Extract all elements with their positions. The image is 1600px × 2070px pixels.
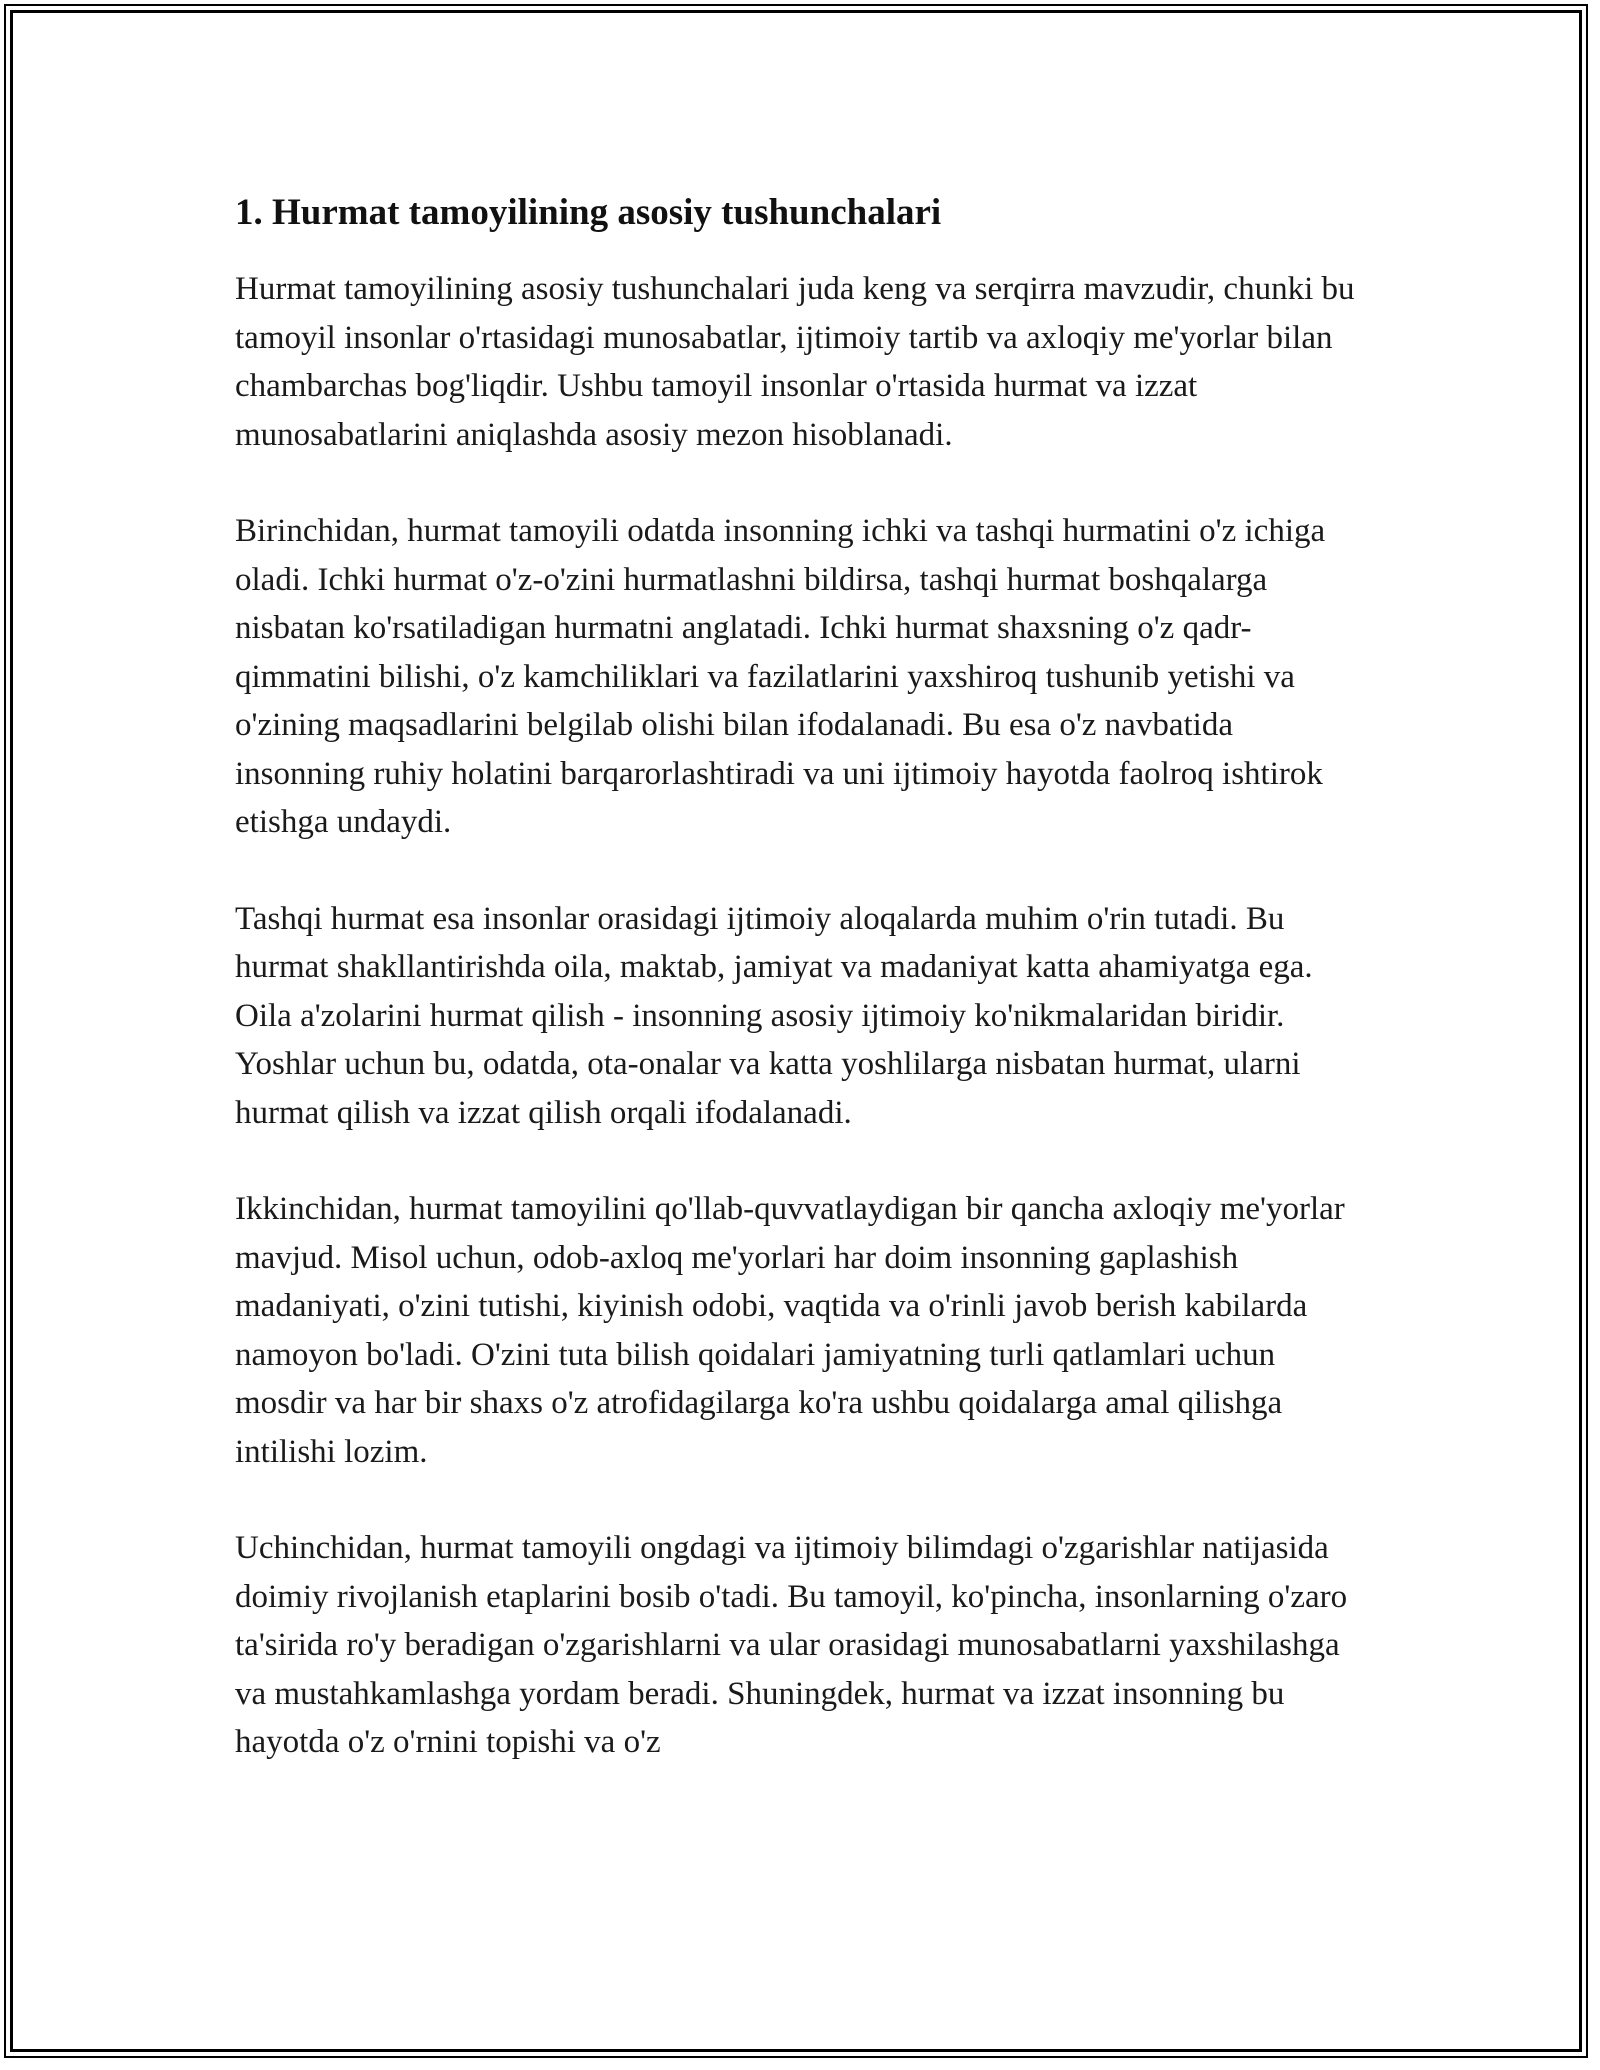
paragraph-intro: Hurmat tamoyilining asosiy tushunchalari juda keng va serqirra mavzudir, chunki bu tamoyil insonlar o'rtasidagi munosabatlar, ijtimoiy tartib va axloqiy me'yorlar bilan chambarchas bog'liqdir. Ushbu tamoyil insonlar o'rtasida hurmat va izzat munosabatlarini aniqlashda asosiy mezon hisoblanadi. bbox=[235, 271, 1355, 453]
paragraph-external-respect: Tashqi hurmat esa insonlar orasidagi ijtimoiy aloqalarda muhim o'rin tutadi. Bu hurmat shakllantirishda oila, maktab, jamiyat va madaniyat katta ahamiyatga ega. Oila a'zolarini hurmat qilish - insonning asosiy ijtimoiy ko'nikmalaridan biridir. Yoshlar uchun bu, odatda, ota-onalar va katta yoshlilarga nisbatan hurmat, ularni hurmat qilish va izzat qilish orqali ifodalanadi. bbox=[235, 900, 1313, 1131]
paragraph-third-point: Uchinchidan, hurmat tamoyili ongdagi va ijtimoiy bilimdagi o'zgarishlar natijasida doimiy rivojlanish etaplarini bosib o'tadi. Bu tamoyil, ko'pincha, insonlarning o'zaro ta'sirida ro'y beradigan o'zgarishlarni va ular orasidagi munosabatlarni yaxshilashga va mustahkamlashga yordam beradi. Shuningdek, hurmat va izzat insonning bu hayotda o'z o'rnini topishi va o'z bbox=[235, 1530, 1348, 1760]
paragraph-second-point: Ikkinchidan, hurmat tamoyilini qo'llab-quvvatlaydigan bir qancha axloqiy me'yorlar mavjud. Misol uchun, odob-axloq me'yorlari har doim insonning gaplashish madaniyati, o'zini tutishi, kiyinish odobi, vaqtida va o'rinli javob berish kabilarda namoyon bo'ladi. O'zini tuta bilish qoidalari jamiyatning turli qatlamlari uchun mosdir va har bir shaxs o'z atrofidagilarga ko'ra ushbu qoidalarga amal qilishga intilishi lozim. bbox=[235, 1191, 1345, 1470]
paragraph-first-point: Birinchidan, hurmat tamoyili odatda insonning ichki va tashqi hurmatini o'z ichiga oladi. Ichki hurmat o'z-o'zini hurmatlashni bildirsa, tashqi hurmat boshqalarga nisbatan ko'rsatiladigan hurmatni anglatadi. Ichki hurmat shaxsning o'z qadr-qimmatini bilishi, o'z kamchiliklari va fazilatlarini yaxshiroq tushunib yetishi va o'zining maqsadlarini belgilab olishi bilan ifodalanadi. Bu esa o'z navbatida insonning ruhiy holatini barqarorlashtiradi va uni ijtimoiy hayotda faolroq ishtirok etishga undaydi. bbox=[235, 513, 1326, 840]
section-heading: 1. Hurmat tamoyilining asosiy tushunchalari bbox=[235, 192, 942, 233]
document-body bbox=[235, 185, 1365, 1815]
